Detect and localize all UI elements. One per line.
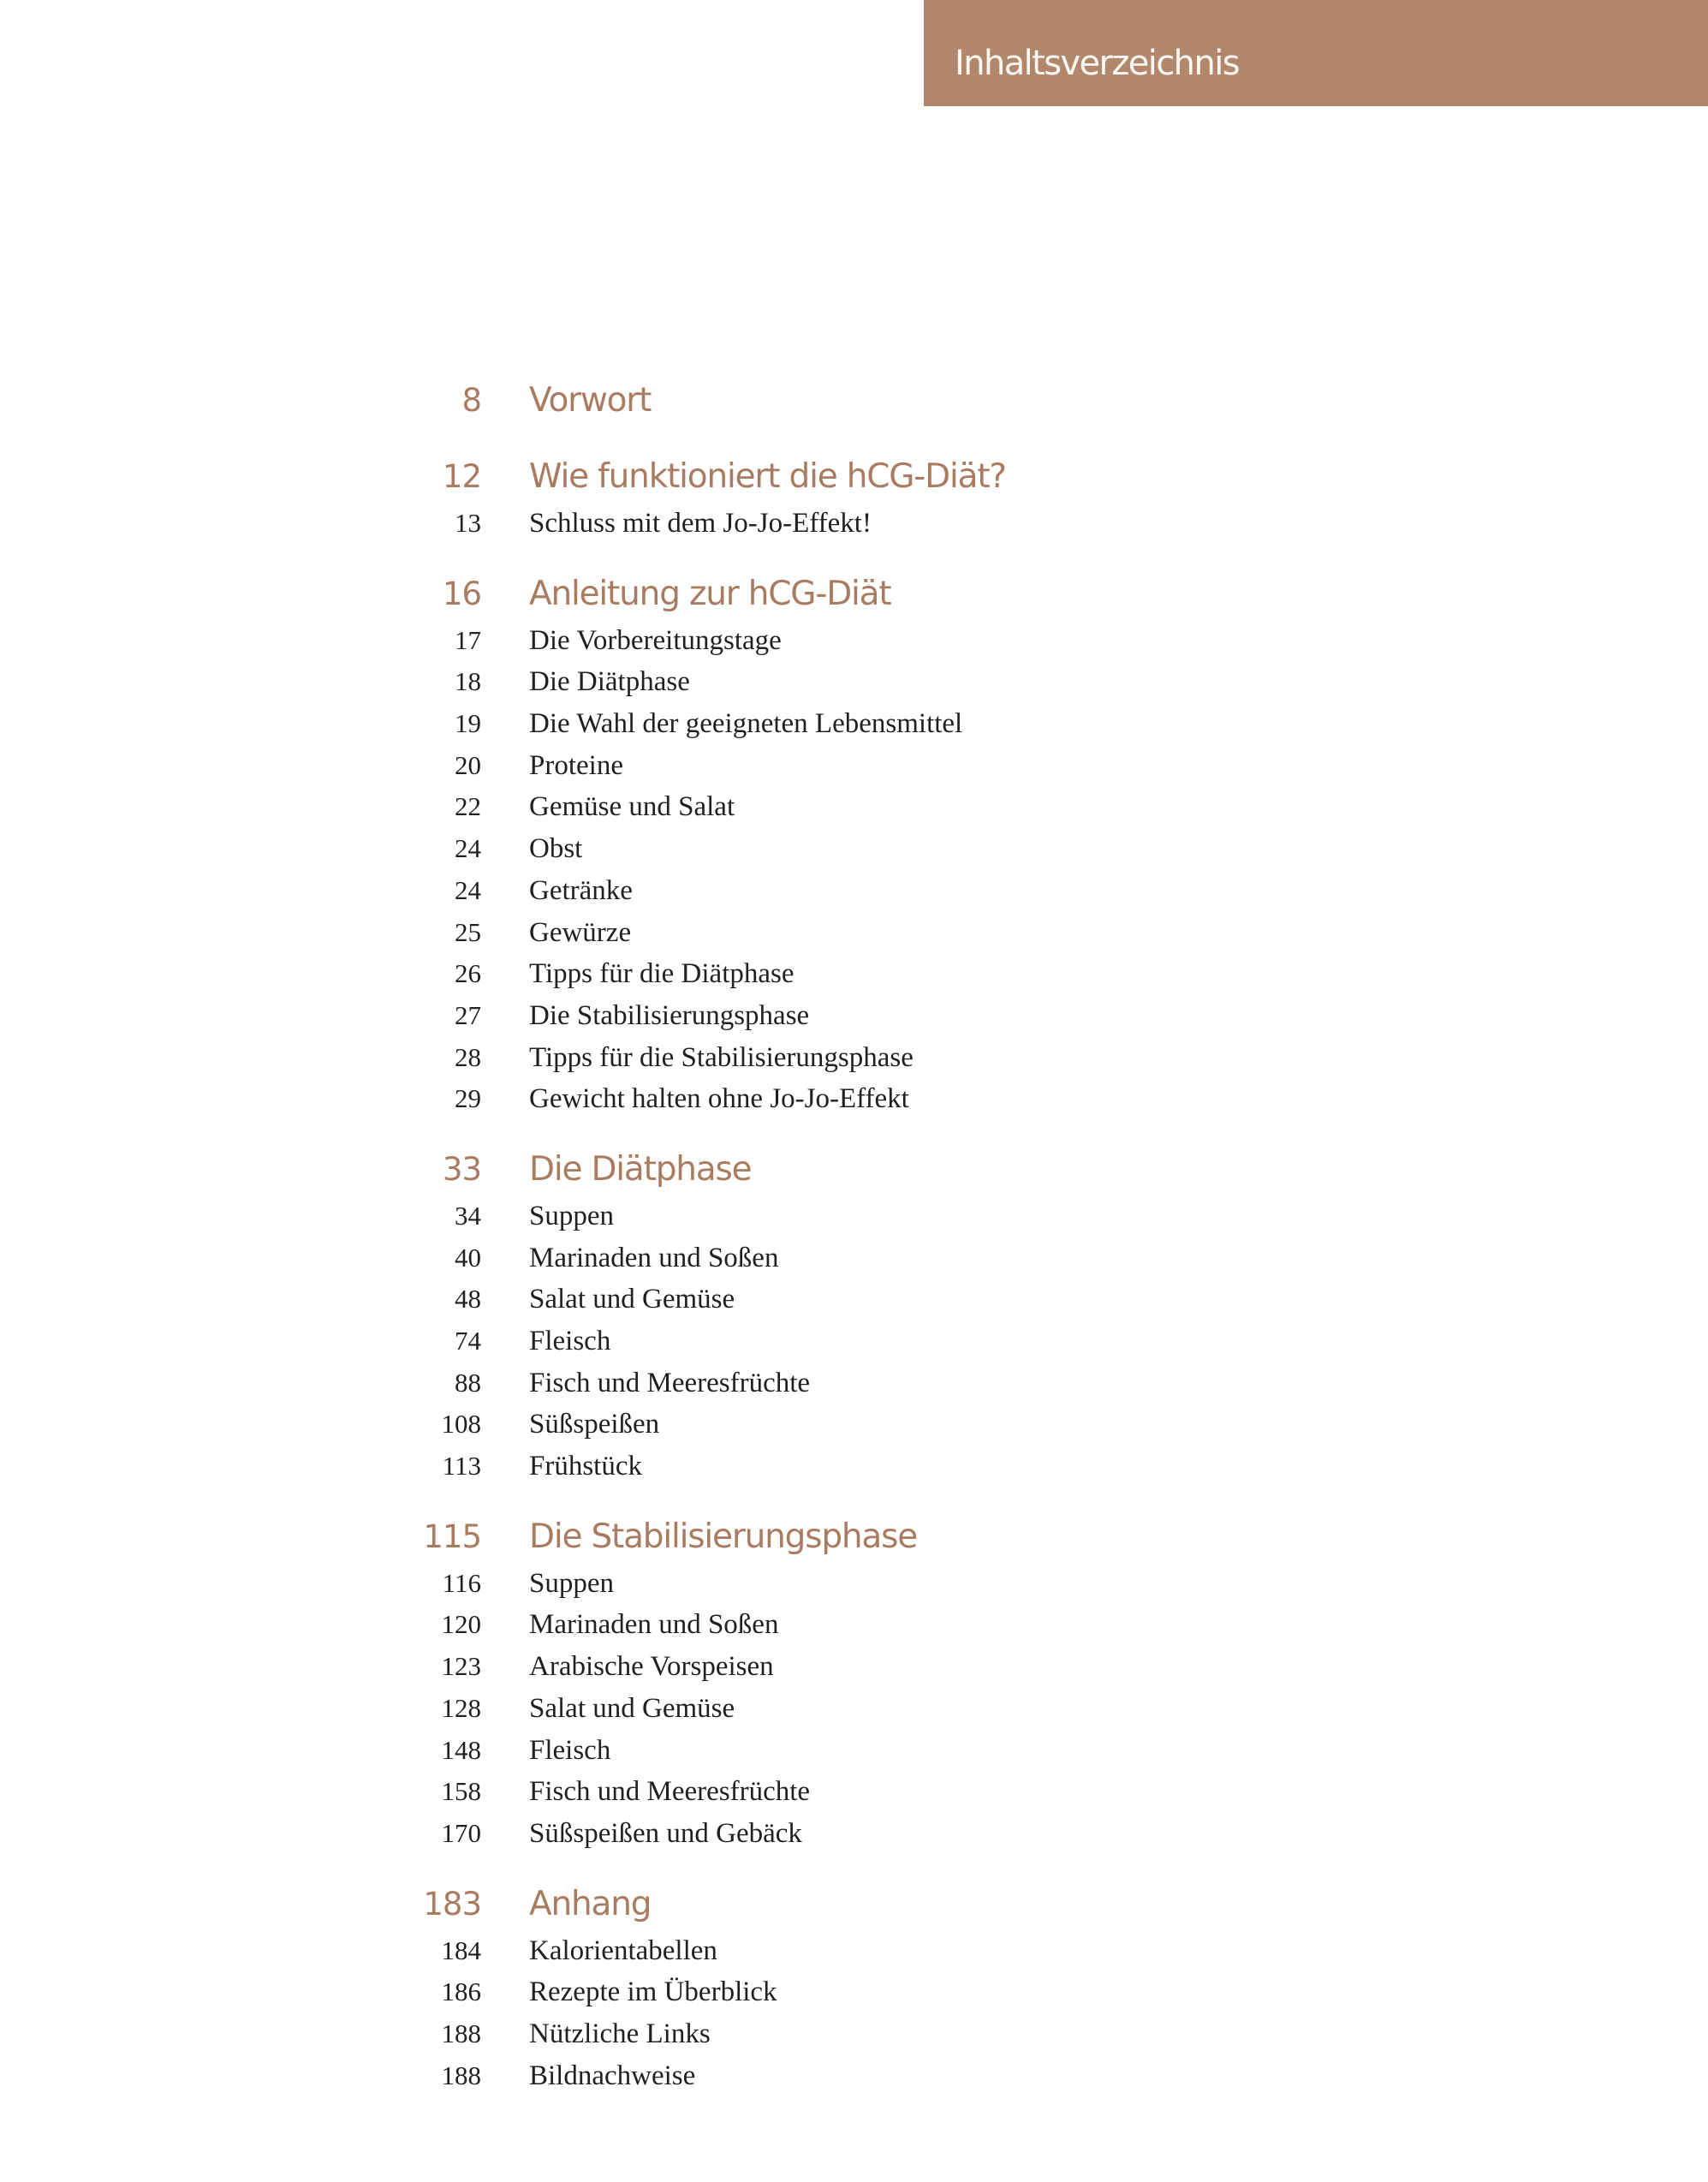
toc-entry[interactable] <box>402 1930 1344 1972</box>
toc-entry-title: Fisch und Meeresfrüchte <box>529 1776 811 1808</box>
toc-entry-title: Süßspeißen <box>529 1409 660 1440</box>
toc-entry[interactable] <box>402 1237 1344 1279</box>
toc-entry-title: Bildnachweise <box>529 2060 696 2091</box>
toc-entry[interactable] <box>402 1321 1344 1362</box>
toc-entry-title: Frühstück <box>529 1451 642 1482</box>
toc-section-stabilisierungsphase <box>402 1516 1344 1855</box>
toc-section-diaetphase <box>402 1148 1344 1487</box>
toc-entry-title: Die Vorbereitungstage <box>529 624 782 656</box>
toc-section-anleitung <box>402 573 1344 1120</box>
toc-entry[interactable] <box>402 1604 1344 1646</box>
toc-entry-page: 18 <box>455 666 481 697</box>
toc-entry-page: 29 <box>455 1083 481 1114</box>
toc-entry[interactable] <box>402 1279 1344 1321</box>
toc-entry[interactable] <box>402 1971 1344 2013</box>
toc-entry-page: 24 <box>455 833 481 864</box>
toc-entry-page: 108 <box>441 1409 481 1440</box>
toc-entry-page: 158 <box>441 1776 481 1807</box>
toc-entry-page: 40 <box>455 1242 481 1273</box>
toc-entry[interactable] <box>402 2013 1344 2055</box>
toc-entry-title: Salat und Gemüse <box>529 1692 735 1724</box>
toc-entry-title: Salat und Gemüse <box>529 1284 735 1315</box>
toc-entry-page: 123 <box>441 1651 481 1682</box>
toc-entry-title: Suppen <box>529 1567 614 1599</box>
toc-entry[interactable] <box>402 661 1344 703</box>
toc-entry[interactable] <box>402 1730 1344 1772</box>
toc-entry-title: Tipps für die Diätphase <box>529 958 794 990</box>
header-band <box>924 0 1708 106</box>
toc-entry[interactable] <box>402 1195 1344 1237</box>
toc-entry[interactable] <box>402 703 1344 745</box>
toc-entry-page: 186 <box>441 1976 481 2007</box>
toc-entry-page: 28 <box>455 1041 481 1072</box>
toc-heading[interactable] <box>402 1516 1344 1559</box>
toc-entry[interactable] <box>402 745 1344 787</box>
toc-entry-page: 188 <box>441 2018 481 2048</box>
toc-entry[interactable] <box>402 870 1344 912</box>
toc-entry-page: 17 <box>455 624 481 655</box>
toc-heading-title: Wie funktioniert die hCG-Diät? <box>529 457 1006 496</box>
toc-entry-page: 148 <box>441 1734 481 1765</box>
toc-entry[interactable] <box>402 1446 1344 1487</box>
toc-entry-title: Die Wahl der geeigneten Lebensmittel <box>529 708 963 740</box>
toc-heading-page: 12 <box>442 458 481 495</box>
toc-entry-title: Marinaden und Soßen <box>529 1242 779 1273</box>
toc-entry-page: 48 <box>455 1284 481 1315</box>
toc-entry[interactable] <box>402 620 1344 662</box>
toc-entry-title: Schluss mit dem Jo-Jo-Effekt! <box>529 508 872 539</box>
toc-entry-title: Suppen <box>529 1200 614 1231</box>
toc-entry-title: Fisch und Meeresfrüchte <box>529 1367 811 1398</box>
toc-entry[interactable] <box>402 1037 1344 1079</box>
toc-entry[interactable] <box>402 1813 1344 1855</box>
toc-entry-page: 25 <box>455 916 481 947</box>
toc-entry[interactable] <box>402 1078 1344 1120</box>
toc-entry-title: Gewicht halten ohne Jo-Jo-Effekt <box>529 1083 909 1115</box>
toc-entry-title: Obst <box>529 833 583 865</box>
page-title: Inhaltsverzeichnis <box>955 44 1239 83</box>
toc-entry-page: 74 <box>455 1326 481 1356</box>
toc-entry-title: Fleisch <box>529 1734 611 1766</box>
toc-entry-title: Süßspeißen und Gebäck <box>529 1817 802 1849</box>
toc-entry-page: 26 <box>455 958 481 989</box>
toc-entry[interactable] <box>402 503 1344 545</box>
toc-entry[interactable] <box>402 1404 1344 1446</box>
toc-entry[interactable] <box>402 1563 1344 1605</box>
toc-entry[interactable] <box>402 995 1344 1037</box>
toc-entry[interactable] <box>402 1688 1344 1730</box>
toc-entry-page: 113 <box>442 1451 481 1481</box>
toc-heading-title: Anhang <box>529 1884 652 1923</box>
toc-entry-title: Fleisch <box>529 1326 611 1356</box>
toc-entry-title: Rezepte im Überblick <box>529 1976 777 2008</box>
toc-heading-page: 183 <box>423 1885 481 1923</box>
toc-entry-title: Die Stabilisierungsphase <box>529 999 810 1031</box>
toc-entry[interactable] <box>402 912 1344 954</box>
toc-section-anhang <box>402 1883 1344 2097</box>
toc-entry-page: 120 <box>441 1609 481 1640</box>
table-of-contents <box>402 379 1344 2096</box>
toc-heading-title: Anleitung zur hCG-Diät <box>529 574 891 613</box>
toc-heading-title: Die Stabilisierungsphase <box>529 1517 918 1556</box>
toc-entry-page: 88 <box>455 1367 481 1398</box>
toc-heading-page: 16 <box>442 575 481 612</box>
toc-heading-page: 115 <box>423 1517 481 1555</box>
toc-heading[interactable] <box>402 456 1344 498</box>
toc-entry-title: Proteine <box>529 749 623 781</box>
toc-entry[interactable] <box>402 953 1344 995</box>
toc-heading[interactable] <box>402 1148 1344 1191</box>
toc-entry-page: 188 <box>441 2060 481 2090</box>
toc-entry-page: 34 <box>455 1200 481 1231</box>
toc-entry-title: Die Diätphase <box>529 666 690 698</box>
toc-heading-title: Die Diätphase <box>529 1149 752 1189</box>
toc-entry-title: Gemüse und Salat <box>529 791 735 823</box>
toc-entry[interactable] <box>402 828 1344 870</box>
toc-entry-page: 170 <box>441 1817 481 1848</box>
toc-heading-title: Vorwort <box>529 381 652 420</box>
toc-heading[interactable] <box>402 379 1344 422</box>
toc-section-vorwort <box>402 379 1344 422</box>
toc-entry[interactable] <box>402 1771 1344 1813</box>
toc-entry-title: Tipps für die Stabilisierungsphase <box>529 1041 914 1073</box>
toc-entry-page: 24 <box>455 874 481 905</box>
toc-heading[interactable] <box>402 573 1344 616</box>
toc-entry-title: Nützliche Links <box>529 2018 711 2049</box>
toc-entry-page: 22 <box>455 791 481 822</box>
toc-entry-title: Marinaden und Soßen <box>529 1609 779 1641</box>
toc-heading-page: 33 <box>442 1150 481 1188</box>
toc-heading[interactable] <box>402 1883 1344 1926</box>
toc-entry-title: Kalorientabellen <box>529 1935 717 1966</box>
toc-heading-page: 8 <box>461 382 481 419</box>
toc-entry-page: 19 <box>455 708 481 739</box>
toc-entry[interactable] <box>402 2055 1344 2097</box>
toc-entry-title: Arabische Vorspeisen <box>529 1651 774 1683</box>
toc-entry[interactable] <box>402 786 1344 828</box>
toc-entry[interactable] <box>402 1646 1344 1688</box>
toc-entry-title: Gewürze <box>529 916 632 948</box>
toc-entry-page: 27 <box>455 999 481 1030</box>
toc-entry-page: 128 <box>441 1692 481 1723</box>
toc-entry-page: 20 <box>455 749 481 780</box>
toc-entry-page: 184 <box>441 1935 481 1965</box>
toc-entry-title: Getränke <box>529 874 633 906</box>
toc-entry-page: 13 <box>455 508 481 538</box>
toc-entry-page: 116 <box>442 1567 481 1598</box>
toc-section-wie-funktioniert <box>402 456 1344 545</box>
toc-entry[interactable] <box>402 1362 1344 1404</box>
